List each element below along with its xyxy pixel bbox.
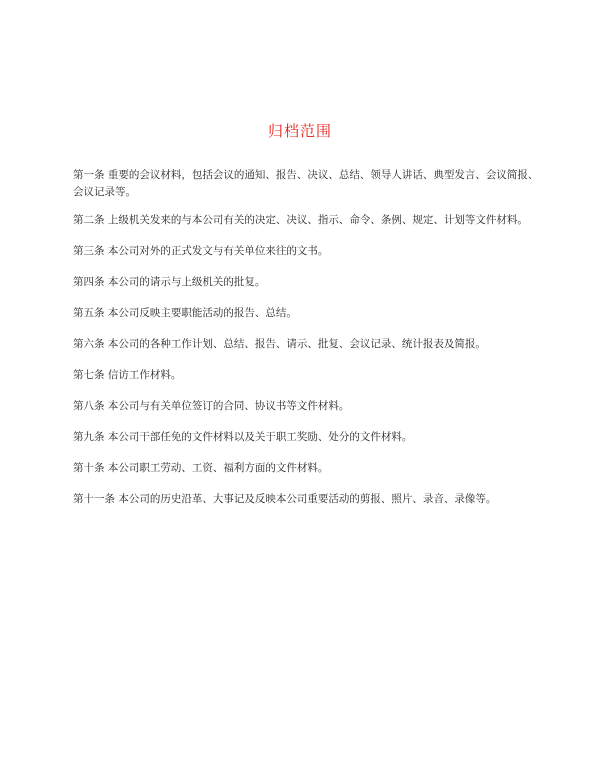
article-4: 第四条 本公司的请示与上级机关的批复。 [73,276,266,288]
article-10: 第十条 本公司职工劳动、工资、福利方面的文件材料。 [73,462,329,474]
article-11: 第十一条 本公司的历史沿革、大事记及反映本公司重要活动的剪报、照片、录音、录像等。 [73,493,497,505]
article-3: 第三条 本公司对外的正式发文与有关单位来往的文书。 [73,245,329,257]
article-6: 第六条 本公司的各种工作计划、总结、报告、请示、批复、会议记录、统计报表及简报。 [73,338,486,350]
article-9: 第九条 本公司干部任免的文件材料以及关于职工奖励、处分的文件材料。 [73,431,413,443]
article-1: 第一条 重要的会议材料，包括会议的通知、报告、决议、总结、领导人讲话、典型发言、会议简报、会议记录等。 [73,169,539,198]
article-5: 第五条 本公司反映主要职能活动的报告、总结。 [73,307,297,319]
document-title: 归档范围 [267,122,332,140]
article-list [73,167,543,522]
article-2: 第二条 上级机关发来的与本公司有关的决定、决议、指示、命令、条例、规定、计划等文件材料。 [73,214,528,226]
article-8: 第八条 本公司与有关单位签订的合同、协议书等文件材料。 [73,400,350,412]
article-7: 第七条 信访工作材料。 [73,369,182,381]
